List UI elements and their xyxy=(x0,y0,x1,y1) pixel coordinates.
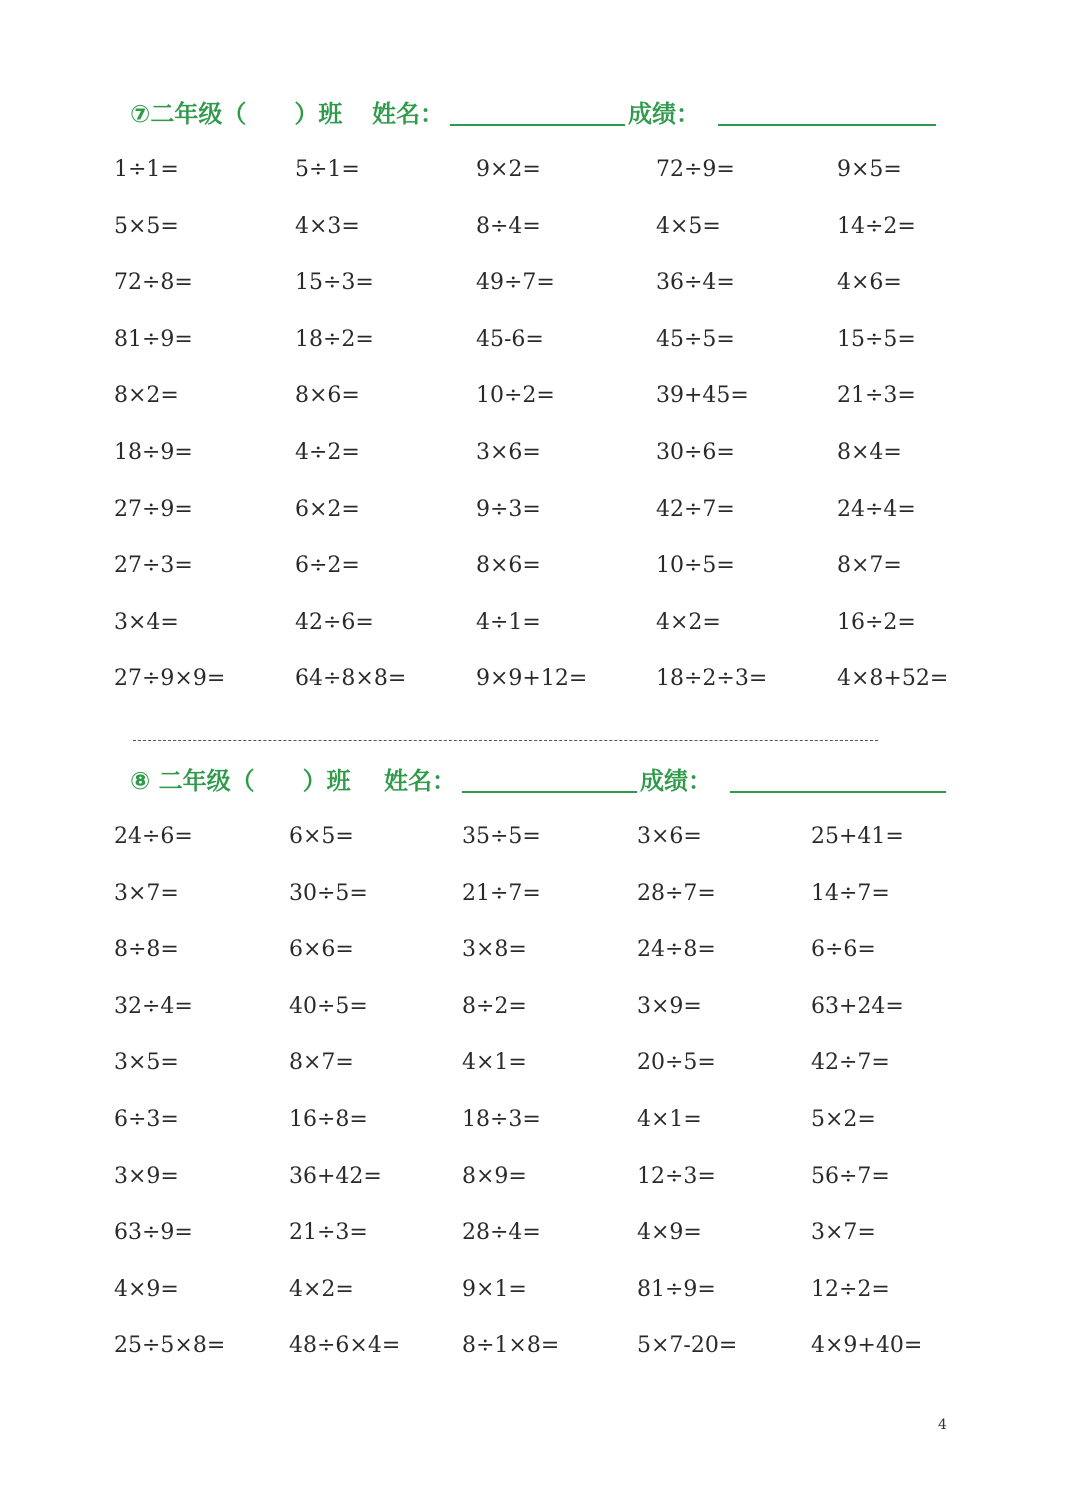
math-problem: 32÷4= xyxy=(114,993,193,1019)
math-problem: 6×2= xyxy=(295,496,360,522)
math-problem: 81÷9= xyxy=(114,326,193,352)
section-8-name-blank[interactable] xyxy=(462,791,637,793)
math-problem: 9×1= xyxy=(462,1276,527,1302)
math-problem: 3×9= xyxy=(637,993,702,1019)
problem-row xyxy=(0,490,1080,530)
problem-row xyxy=(0,1213,1080,1253)
math-problem: 8×9= xyxy=(462,1163,527,1189)
problem-row xyxy=(0,987,1080,1027)
problem-row xyxy=(0,659,1080,699)
problem-row xyxy=(0,1157,1080,1197)
math-problem: 16÷8= xyxy=(289,1107,368,1132)
math-problem: 27÷9×9= xyxy=(114,666,226,692)
math-problem: 35÷5= xyxy=(462,824,541,849)
math-problem: 4×8+52= xyxy=(837,666,949,692)
math-problem: 4×3= xyxy=(295,213,360,239)
math-problem: 24÷8= xyxy=(637,937,716,963)
math-problem: 3×4= xyxy=(114,609,179,635)
math-problem: 30÷6= xyxy=(656,440,735,465)
math-problem: 1÷1= xyxy=(114,157,179,182)
math-problem: 8×4= xyxy=(837,440,902,465)
math-problem: 4×9= xyxy=(114,1276,179,1302)
math-problem: 20÷5= xyxy=(637,1050,716,1076)
math-problem: 25+41= xyxy=(811,824,904,849)
math-problem: 12÷2= xyxy=(811,1276,890,1302)
page-number: 4 xyxy=(938,1417,947,1433)
problem-row xyxy=(0,1326,1080,1366)
math-problem: 45÷5= xyxy=(656,326,735,352)
math-problem: 48÷6×4= xyxy=(289,1333,401,1359)
math-problem: 6÷6= xyxy=(811,937,876,963)
math-problem: 21÷3= xyxy=(289,1220,368,1246)
math-problem: 8×7= xyxy=(837,553,902,579)
math-problem: 9÷3= xyxy=(476,496,541,522)
math-problem: 4×2= xyxy=(289,1276,354,1302)
math-problem: 14÷2= xyxy=(837,213,916,239)
math-problem: 4×2= xyxy=(656,609,721,635)
math-problem: 15÷3= xyxy=(295,270,374,296)
problem-row xyxy=(0,546,1080,586)
math-problem: 56÷7= xyxy=(811,1163,890,1189)
section-8-header xyxy=(0,761,1080,801)
math-problem: 5÷1= xyxy=(295,157,360,182)
section-7-header xyxy=(0,94,1080,134)
math-problem: 63+24= xyxy=(811,993,904,1019)
math-problem: 8÷8= xyxy=(114,937,179,963)
math-problem: 36+42= xyxy=(289,1163,382,1189)
math-problem: 24÷6= xyxy=(114,824,193,849)
section-7-name-blank[interactable] xyxy=(450,124,625,126)
math-problem: 3×9= xyxy=(114,1163,179,1189)
math-problem: 6×6= xyxy=(289,937,354,963)
math-problem: 28÷4= xyxy=(462,1220,541,1246)
math-problem: 8÷1×8= xyxy=(462,1333,560,1359)
section-8-name-label: 姓名： xyxy=(384,767,456,795)
section-8-score-label: 成绩： xyxy=(640,767,712,795)
problem-row xyxy=(0,603,1080,643)
math-problem: 42÷7= xyxy=(656,496,735,522)
math-problem: 12÷3= xyxy=(637,1163,716,1189)
section-7-score-label: 成绩： xyxy=(628,100,700,128)
math-problem: 4×6= xyxy=(837,270,902,296)
math-problem: 5×2= xyxy=(811,1107,876,1132)
math-problem: 18÷2= xyxy=(295,326,374,352)
math-problem: 4×1= xyxy=(637,1107,702,1132)
section-divider xyxy=(133,740,878,741)
math-problem: 21÷7= xyxy=(462,880,541,906)
math-problem: 4÷1= xyxy=(476,609,541,635)
math-problem: 27÷9= xyxy=(114,496,193,522)
math-problem: 3×6= xyxy=(637,824,702,849)
problem-row xyxy=(0,433,1080,473)
math-problem: 36÷4= xyxy=(656,270,735,296)
section-8-score-blank[interactable] xyxy=(730,791,946,793)
section-7-name-label: 姓名： xyxy=(372,100,444,128)
math-problem: 15÷5= xyxy=(837,326,916,352)
math-problem: 9×2= xyxy=(476,157,541,182)
math-problem: 30÷5= xyxy=(289,880,368,906)
math-problem: 9×9+12= xyxy=(476,666,588,692)
math-problem: 18÷2÷3= xyxy=(656,666,768,692)
math-problem: 24÷4= xyxy=(837,496,916,522)
math-problem: 4÷2= xyxy=(295,440,360,465)
math-problem: 6×5= xyxy=(289,824,354,849)
math-problem: 4×9+40= xyxy=(811,1333,923,1359)
problem-row xyxy=(0,1270,1080,1310)
math-problem: 5×7-20= xyxy=(637,1333,738,1359)
math-problem: 5×5= xyxy=(114,213,179,239)
math-problem: 72÷8= xyxy=(114,270,193,296)
math-problem: 18÷3= xyxy=(462,1107,541,1132)
problem-row xyxy=(0,207,1080,247)
math-problem: 28÷7= xyxy=(637,880,716,906)
math-problem: 3×7= xyxy=(811,1220,876,1246)
math-problem: 21÷3= xyxy=(837,383,916,409)
math-problem: 10÷2= xyxy=(476,383,555,409)
problem-row xyxy=(0,320,1080,360)
problem-row xyxy=(0,376,1080,416)
math-problem: 42÷7= xyxy=(811,1050,890,1076)
math-problem: 3×8= xyxy=(462,937,527,963)
problem-row xyxy=(0,1043,1080,1083)
math-problem: 27÷3= xyxy=(114,553,193,579)
math-problem: 25÷5×8= xyxy=(114,1333,226,1359)
math-problem: 16÷2= xyxy=(837,609,916,635)
problem-row xyxy=(0,874,1080,914)
section-8-title: ⑧ 二年级（ ）班 xyxy=(130,767,351,795)
math-problem: 49÷7= xyxy=(476,270,555,296)
math-problem: 9×5= xyxy=(837,157,902,182)
math-problem: 3×7= xyxy=(114,880,179,906)
math-problem: 45-6= xyxy=(476,326,544,352)
problem-row xyxy=(0,930,1080,970)
math-problem: 14÷7= xyxy=(811,880,890,906)
math-problem: 8×6= xyxy=(476,553,541,579)
math-problem: 18÷9= xyxy=(114,440,193,465)
math-problem: 64÷8×8= xyxy=(295,666,407,692)
math-problem: 3×6= xyxy=(476,440,541,465)
math-problem: 8÷4= xyxy=(476,213,541,239)
math-problem: 6÷2= xyxy=(295,553,360,579)
math-problem: 63÷9= xyxy=(114,1220,193,1246)
math-problem: 3×5= xyxy=(114,1050,179,1076)
math-problem: 8×6= xyxy=(295,383,360,409)
math-problem: 72÷9= xyxy=(656,157,735,182)
section-7-score-blank[interactable] xyxy=(718,124,936,126)
math-problem: 8÷2= xyxy=(462,993,527,1019)
math-problem: 39+45= xyxy=(656,383,749,409)
problem-row xyxy=(0,150,1080,190)
math-problem: 4×5= xyxy=(656,213,721,239)
math-problem: 4×9= xyxy=(637,1220,702,1246)
math-problem: 81÷9= xyxy=(637,1276,716,1302)
math-problem: 10÷5= xyxy=(656,553,735,579)
math-problem: 8×2= xyxy=(114,383,179,409)
problem-row xyxy=(0,263,1080,303)
problem-row xyxy=(0,1100,1080,1140)
math-problem: 6÷3= xyxy=(114,1107,179,1132)
math-problem: 40÷5= xyxy=(289,993,368,1019)
section-7-title: ⑦二年级（ ）班 xyxy=(130,100,343,128)
math-problem: 42÷6= xyxy=(295,609,374,635)
math-problem: 8×7= xyxy=(289,1050,354,1076)
math-problem: 4×1= xyxy=(462,1050,527,1076)
problem-row xyxy=(0,817,1080,857)
